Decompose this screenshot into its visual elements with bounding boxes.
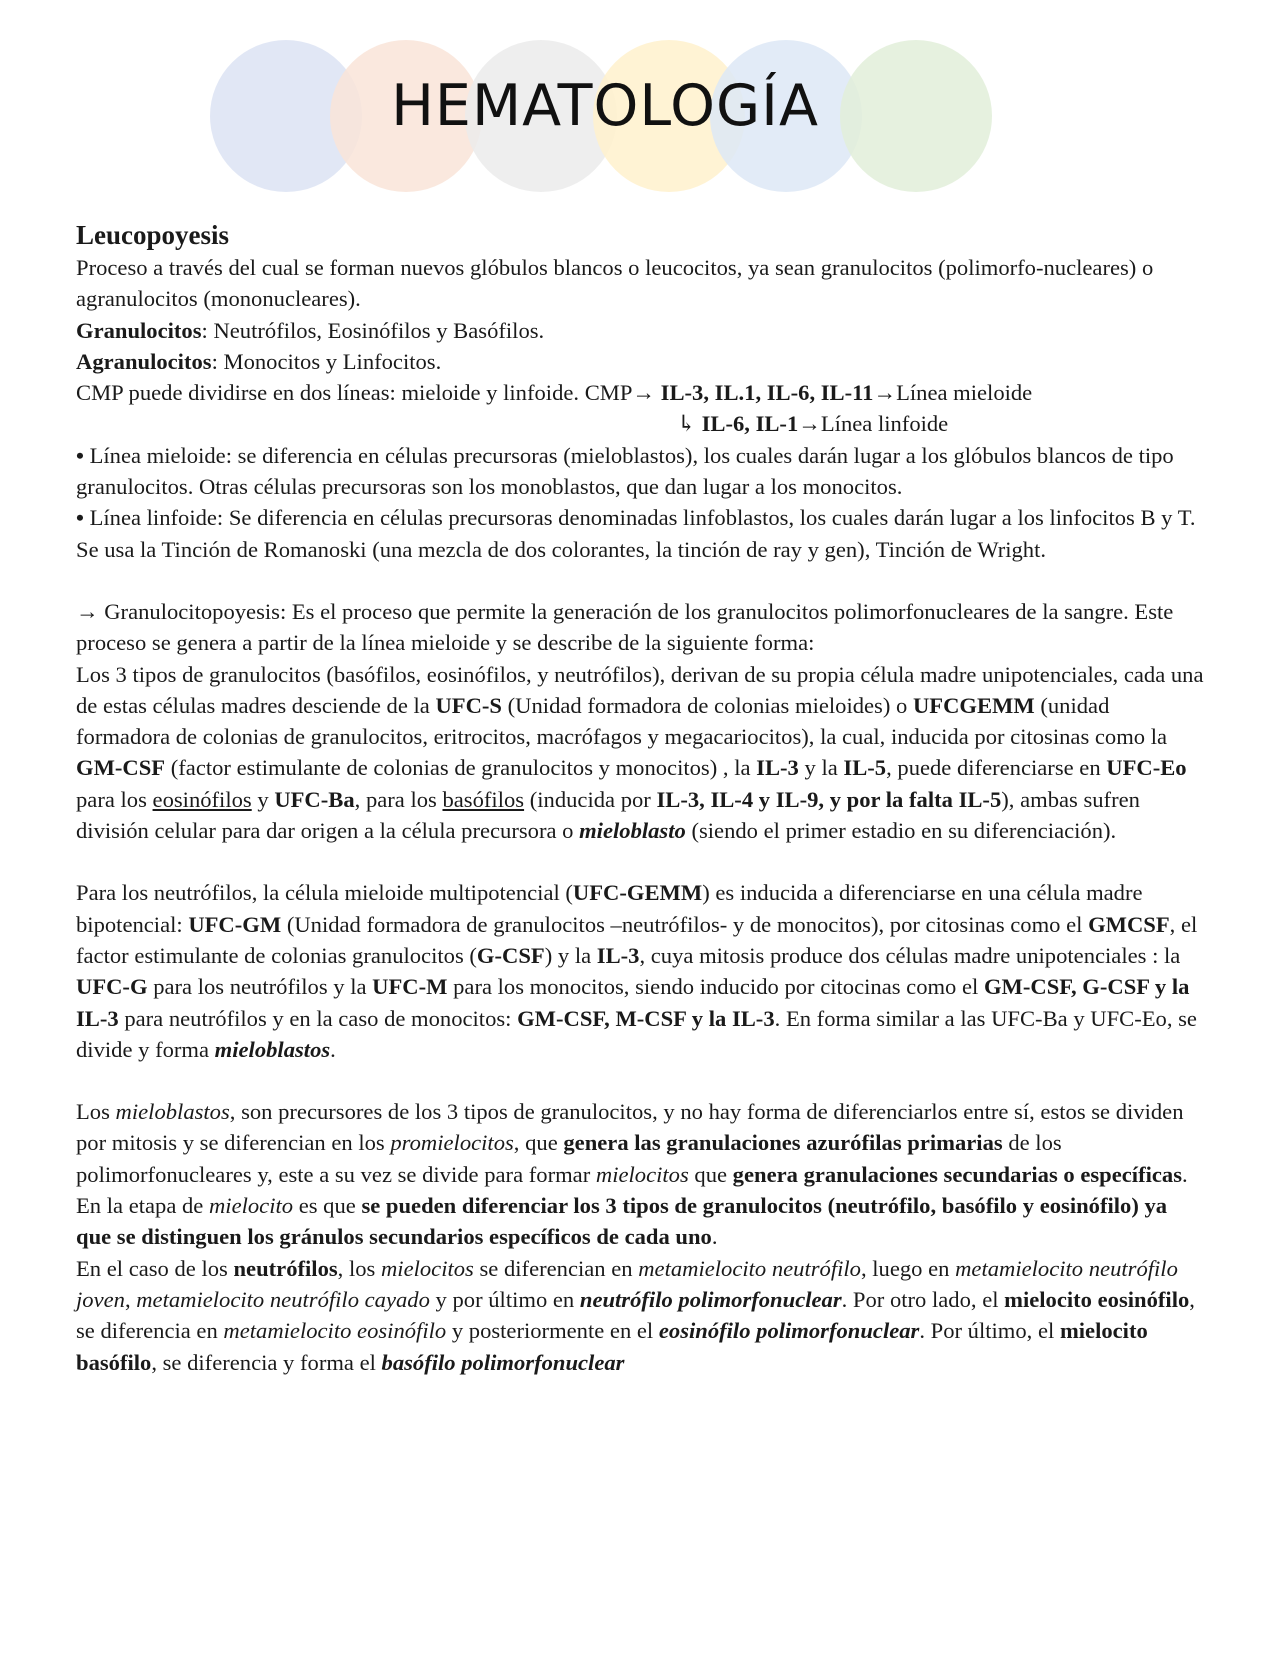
mieloblastos-paragraph: Los mieloblastos, son precursores de los 3 tipos de granulocitos, y no hay forma de diferenciarlos entre sí, estos se dividen por mitosis y se diferencian en los promielocitos, que genera las granulaciones azurófilas primarias de los polimorfonucleares y, este a su vez se divide para formar mielocitos que genera granulaciones secundarias o específicas. En la etapa de mielocito es que se pueden diferenciar los 3 tipos de granulocitos (neutrófilo, basófilo y eosinófilo) ya que se distinguen los gránulos secundarios específicos de cada uno. [76,1099,1188,1250]
granulocitopoyesis-intro: → Granulocitopoyesis: Es el proceso que permite la generación de los granulocitos polimorfonucleares de la sangre. Este proceso se genera a partir de la línea mieloide y se describe de la siguiente forma: [76,598,1174,656]
branch-arrow-icon: ↳ [677,411,702,437]
mieloide-bullet: • Línea mieloide: se diferencia en células precursoras (mieloblastos), los cuales darán lugar a los glóbulos blancos de tipo granulocitos. Otras células precursoras son los monoblastos, que dan lugar a los monocitos. [76,442,1174,500]
granulocitos-line: Granulocitos: Neutrófilos, Eosinófilos y Basófilos. [76,317,545,343]
agranulocitos-line: Agranulocitos: Monocitos y Linfocitos. [76,348,442,374]
cmp-line: CMP puede dividirse en dos líneas: mieloide y linfoide. CMP→ IL-3, IL.1, IL-6, IL-11→Línea mieloide [76,380,1033,406]
intro-paragraph: Proceso a través del cual se forman nuevos glóbulos blancos o leucocitos, ya sean granulocitos (polimorfo-nucleares) o agranulocitos (mononucleares). [76,255,1154,312]
tincion-line: Se usa la Tinción de Romanoski (una mezcla de dos colorantes, la tinción de ray y gen), Tinción de Wright. [76,536,1047,562]
neutrofilos-paragraph: Para los neutrófilos, la célula mieloide multipotencial (UFC-GEMM) es inducida a diferenciarse en una célula madre bipotencial: UFC-GM (Unidad formadora de granulocitos –neutrófilos- y de monocitos), por citosinas como el GMCSF, el factor estimulante de colonias granulocitos (G-CSF) y la IL-3, cuya mitosis produce dos células madre unipotenciales : la UFC-G para los neutrófilos y la UFC-M para los monocitos, siendo inducido por citocinas como el GM-CSF, G-CSF y la IL-3 para neutrófilos y en la caso de monocitos: GM-CSF, M-CSF y la IL-3. En forma similar a las UFC-Ba y UFC-Eo, se divide y forma mieloblastos. [76,880,1198,1062]
bullet-icon: • [76,442,84,468]
granulocitos-paragraph: Los 3 tipos de granulocitos (basófilos, eosinófilos, y neutrófilos), derivan de su propia célula madre unipotenciales, cada una de estas células madres desciende de la UFC-S (Unidad formadora de colonias mieloides) o UFCGEMM (unidad formadora de colonias de granulocitos, eritrocitos, macrófagos y megacariocitos), la cual, inducida por citosinas como la GM-CSF (factor estimulante de colonias de granulocitos y monocitos) , la IL-3 y la IL-5, puede diferenciarse en UFC-Eo para los eosinófilos y UFC-Ba, para los basófilos (inducida por IL-3, IL-4 y IL-9, y por la falta IL-5), ambas sufren división celular para dar origen a la célula precursora o mieloblasto (siendo el primer estadio en su diferenciación). [76,661,1204,844]
header-banner [0,0,1280,215]
bullet-icon: • [76,505,84,531]
document-body [76,218,1206,1378]
linfoide-bullet: • Línea linfoide: Se diferencia en células precursoras denominadas linfoblastos, los cuales darán lugar a los linfocitos B y T. [76,505,1196,531]
section-heading: Leucopoyesis [76,220,230,250]
linfoide-branch-line: ↳ IL-6, IL-1→Línea linfoide [677,411,949,437]
page-title: HEMATOLOGÍA [391,73,819,139]
diferenciacion-paragraph: En el caso de los neutrófilos, los mielocitos se diferencian en metamielocito neutrófilo, luego en metamielocito neutrófilo joven, metamielocito neutrófilo cayado y por último en neutrófilo polimorfonuclear. Por otro lado, el mielocito eosinófilo, se diferencia en metamielocito eosinófilo y posteriormente en el eosinófilo polimorfonuclear. Por último, el mielocito basófilo, se diferencia y forma el basófilo polimorfonuclear [76,1255,1195,1375]
